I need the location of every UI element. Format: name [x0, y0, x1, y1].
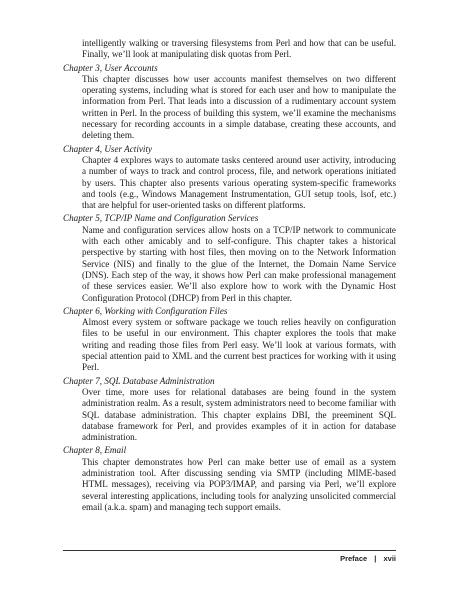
intro-paragraph: intelligently walking or traversing filesystems from Perl and how that can be useful. Finally, we’ll look at manipulating disk quotas from Perl. [82, 38, 396, 60]
footer-section-name: Preface [340, 554, 368, 563]
chapter-description: Over time, more uses for relational databases are being found in the system administration realm. As a result, system administrators need to become familiar with SQL database administration. This chapter explains DBI, the preeminent SQL database framework for Perl, and provides examples of it in action for database administration. [82, 386, 396, 443]
chapter-entry-6 [63, 306, 396, 374]
chapter-entry-5 [63, 213, 396, 303]
chapter-entry-3 [63, 63, 396, 142]
chapter-heading: Chapter 4, User Activity [63, 143, 153, 154]
chapter-heading: Chapter 5, TCP/IP Name and Configuration Services [63, 213, 259, 224]
chapter-description: This chapter discusses how user accounts manifest themselves on two different operating systems, including what is stored for each user and how to manipulate the information from Perl. That leads into a discussion of a rudimentary account system written in Perl. In the process of building this system, we’ll examine the mechanisms necessary for recording accounts in a simple database, creating these accounts, and deleting them. [82, 73, 396, 141]
page-footer [340, 554, 396, 563]
page-number: xvii [383, 554, 396, 563]
chapter-entry-4 [63, 144, 396, 212]
chapter-heading: Chapter 6, Working with Configuration Files [63, 305, 228, 316]
page-body [63, 38, 396, 513]
footer-separator: | [374, 554, 377, 563]
chapter-heading: Chapter 8, Email [63, 445, 127, 456]
chapter-description: Chapter 4 explores ways to automate tasks centered around user activity, introducing a number of ways to track and control process, file, and network operations initiated by users. This chapter also presents various operating system-specific frameworks and tools (e.g., Windows Management Instrumentation, GUI setup tools, lsof, etc.) that are helpful for user-oriented tasks on different platforms. [82, 154, 396, 211]
chapter-heading: Chapter 3, User Accounts [63, 62, 158, 73]
chapter-description: Name and configuration services allow hosts on a TCP/IP network to communicate with each other amicably and to self-configure. This chapter takes a historical perspective by starting with host files, then moving on to the Network Information Service (NIS) and finally to the glue of the Internet, the Domain Name Service (DNS). Each step of the way, it shows how Perl can make professional management of these services easier. We’ll also explore how to work with the Dynamic Host Configuration Protocol (DHCP) from Perl in this chapter. [82, 224, 396, 303]
chapter-entry-7 [63, 376, 396, 444]
chapter-heading: Chapter 7, SQL Database Administration [63, 375, 215, 386]
footer-rule [63, 550, 396, 551]
chapter-description: Almost every system or software package we touch relies heavily on configuration files to be useful in our environment. This chapter explores the tools that make writing and reading those files from Perl easy. We’ll look at various formats, with special attention paid to XML and the current best practices for working with it using Perl. [82, 317, 396, 373]
chapter-description: This chapter demonstrates how Perl can make better use of email as a system administration tool. After discussing sending via SMTP (including MIME-based HTML messages), receiving via POP3/IMAP, and parsing via Perl, we’ll explore several interesting applications, including tools for analyzing unsolicited commercial email (a.k.a. spam) and managing tech support emails. [82, 456, 396, 512]
chapter-entry-8 [63, 445, 396, 513]
